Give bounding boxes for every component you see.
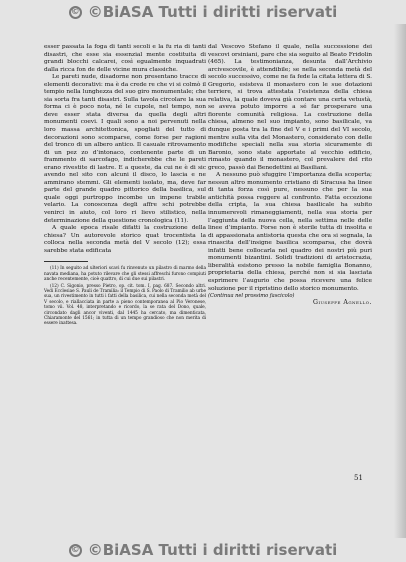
- right-column: [208, 44, 372, 307]
- author-signature: Giuseppe Agnello.: [313, 299, 372, 307]
- left-paragraph: A quale epoca risale difatti la costruzione della chiesa? Un autorevole storico quat trocentista la colloca nella seconda metà del V secolo (12); essa sarebbe stata edificata: [44, 225, 206, 254]
- footnotes: [44, 266, 206, 326]
- watermark-bottom: [0, 538, 406, 562]
- watermark-top: [0, 0, 406, 24]
- right-paragraph: A nessuno può sfuggire l’importanza della scoperta; nessun altro monumento cristiano di Siracusa ha linee di tanta forza così pure, nessuno che per la sua antichità possa reggere al confronto. Fatta eccezione della cripta, la sua chiesa basilicale ha subito innumerevoli rimaneggiamenti, nella sua storia per l’aggiunta della nuova cella, nella settima nelle delle linee d’impianto. Forse non è sterile tutta di insolita e di appassionata antistoria questa che ora si segnala, la rinascita dell’insigne basilica scomparsa, che dovrà infatti bene collocarla nel quadro dei nostri più puri monumenti bizantini. Solidi tradizioni di aristocrazia, liberalità esistono presso la nobile famiglia Bonanno, proprietaria della chiesa, perché non si sia lasciata esprimere l’augurio che possa ricevere una felice soluzione per il ripristino dello storico monumento.: [208, 172, 372, 292]
- footnote: (12) C. Sigonio, presso Pietro, op. cit. tom. I, pag. 687. Secondo altri. Vedi Ecclesiae S. Pauli de Tramilia: il Tempio di S. Paolo di Tramilio ab urbe sua, un rivestimento in tutti i fatti della basilica, cui nella seconda metà del V secolo, e riallacciata in parte a pieno contemporanea al Pio Veronese, tomo vii. Vol. 48, interpretando e ricordo, la se rata del Dono, quale, circondato dagli ancor viventi, dal 1445 ha cercato, ma dimenticata, Chiaramonte del 1561; in tutta di un tempo grandioso che non merita di essere inattesa.: [44, 283, 206, 327]
- footnote: (11) In seguito ad ulteriori scavi fu rinvenuto un pilastro di marmo della navata mediana, ha potuto rilevare che gli stessi affreschi furono compiuti anche recentemente, cioè quattro, di cui due sui pilastri.: [44, 266, 206, 283]
- page-number: 51: [354, 474, 363, 482]
- left-paragraph: Le pareti nude, disadorne non presentano tracce di elementi decorativi: ma è da crede re che vi si colmò il tempio nella lunghezza del suo giro monumentale; che sia sorta fra tanti disastri. Sulla tavola circolare la sua forma ci è poco nota, né le cupole, nel tempo, non deve esser stata diversa da quella degli altri monumenti coevi. I quali sono a noi pervenuti nella loro massa architettonica, spogliati del tutto di decorazioni sono scomparse, come forse per ragioni del tronco di un albero antico. Il casuale ritrovamento di un pez zo d’intonaco, contenente parte di un frammento di sarcofago, indicherebbe che le pareti erano rivestite di lastre. E a queste, da cui ne è di sic avendo nel sito con alcuni il disco, lo lascia e ne ammirano stemmi. Gli elementi isolato, ma, deve far parte del grande quadro pittorico della basilica, sul quale oggi purtroppo incombe un impene trabile velario. La conoscenza degli affre schi potrebbe venirci in aiuto, col loro ri lievo stilistico, nella determinazione della questione cronologica (11).: [44, 74, 206, 224]
- watermark-text: ©BiASA Tutti i diritti riservati: [87, 541, 338, 559]
- footnote-divider: [44, 261, 88, 262]
- continuation-note: (Continua nel prossimo fascicolo): [208, 293, 295, 300]
- page-edge: [394, 24, 406, 538]
- left-paragraph: esser passata la foga di tanti secoli e la fu ria di tanti disastri, che esse sia essenzial mente costituita di grandi blocchi calcarei, così egualmente inquadrati dalla ricca fon de delle vicine mura classiche.: [44, 44, 206, 73]
- copyright-icon: ©: [70, 7, 80, 17]
- watermark-text: ©BiASA Tutti i diritti riservati: [87, 3, 338, 21]
- copyright-icon: ©: [70, 545, 80, 555]
- left-column: [44, 44, 206, 328]
- right-paragraph: dal Vescovo Stefano il quale, nella successione dei vescovi orsiniani, pare che sia seguito al Beato Fridolin (465). La testimonianza, desunta dall’Archivio arcivescovile, è attendibile; se nella seconda metà del secolo successivo, come ne fa fede la citata lettera di S. Gregorio, esisteva il monastero con le sue dotazioni terriere, si trova attestata l’esistenza della chiesa relativa, la quale doveva già contare una certa vetustà, se aveva potuto imporre a sé far prosperare una fiorente comunità religiosa. La costruzione della chiesa, almeno nel suo impianto, sono basilicale, va dunque posta tra la fine del V e i primi del VI secolo, mentre sulla vita del Monastero, considerato con delle modifiche speciali nella sua storia sicuramente di Baronio, sono state apportate al vecchio edificio, rimasto quando il monastero, col prevalere del rito greco, passò dai Benedettini ai Basiliani.: [208, 44, 372, 171]
